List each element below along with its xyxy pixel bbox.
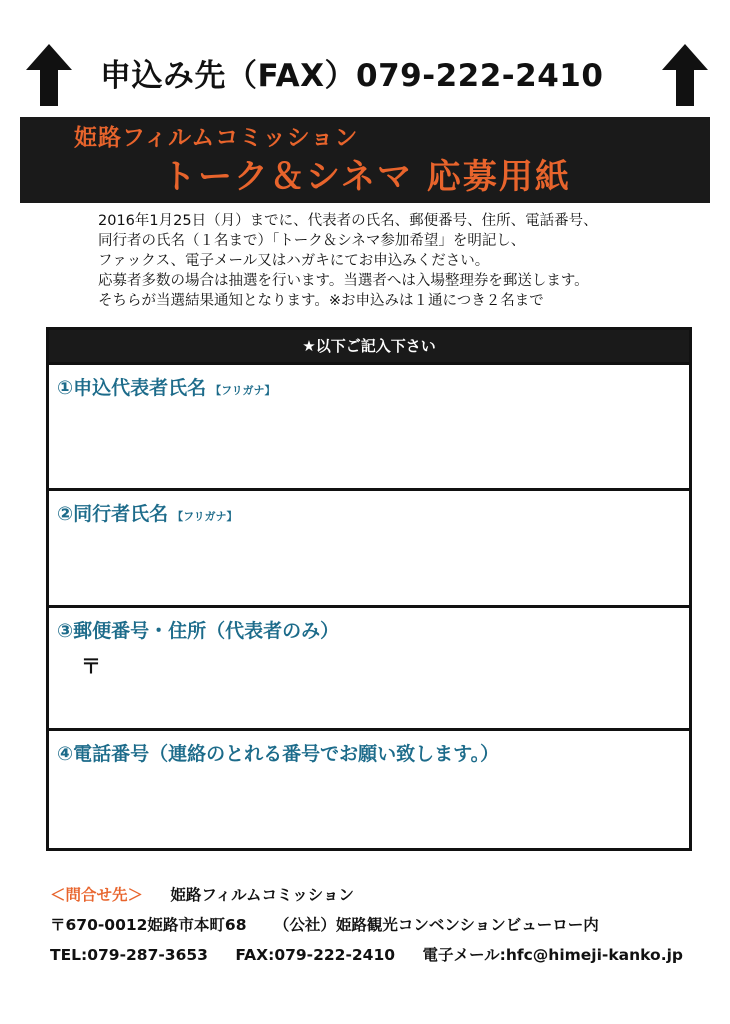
- contact-email[interactable]: 電子メール:hfc@himeji-kanko.jp: [422, 946, 684, 964]
- instruction-line: 同行者の氏名（１名まで）「トーク＆シネマ参加希望」を明記し、: [98, 233, 526, 249]
- field-label: ②同行者氏名: [57, 503, 169, 525]
- contact-info: [50, 880, 710, 970]
- postal-mark: 〒: [81, 654, 101, 678]
- instruction-line: ファックス、電子メール又はハガキにてお申込みください。: [98, 253, 490, 269]
- contact-organization: 姫路フィルムコミッション: [170, 886, 354, 904]
- contact-label: ＜問合せ先＞: [50, 886, 144, 904]
- furigana-note: 【フリガナ】: [210, 384, 276, 397]
- form-header: ★以下ご記入下さい: [49, 330, 689, 362]
- up-arrow-icon: [26, 44, 72, 106]
- instruction-line: そちらが当選結果通知となります。※お申込みは１通につき２名まで: [98, 293, 544, 309]
- instruction-line: 2016年1月25日（月）までに、代表者の氏名、郵便番号、住所、電話番号、: [98, 213, 598, 229]
- phone-number-field[interactable]: [49, 728, 689, 848]
- field-label: ③郵便番号・住所（代表者のみ）: [57, 620, 340, 642]
- up-arrow-icon: [662, 44, 708, 106]
- companion-name-field[interactable]: [49, 488, 689, 605]
- application-form: [46, 327, 692, 851]
- furigana-note: 【フリガナ】: [172, 510, 238, 523]
- field-label: ①申込代表者氏名: [57, 377, 207, 399]
- contact-fax: FAX:079-222-2410: [235, 946, 396, 964]
- page-title: トーク＆シネマ 応募用紙: [162, 157, 571, 197]
- instruction-line: 応募者多数の場合は抽選を行います。当選者へは入場整理券を郵送します。: [98, 273, 589, 289]
- contact-tel: TEL:079-287-3653: [50, 946, 208, 964]
- contact-bureau: （公社）姫路観光コンベンションビューロー内: [273, 916, 599, 934]
- contact-address: 〒670-0012姫路市本町68: [50, 916, 247, 934]
- organization-name: 姫路フィルムコミッション: [74, 125, 359, 151]
- postal-address-field[interactable]: [49, 605, 689, 728]
- instructions: [98, 211, 698, 311]
- fax-destination: 申込み先（FAX）079-222-2410: [100, 58, 604, 94]
- representative-name-field[interactable]: [49, 362, 689, 488]
- title-band: [20, 117, 710, 203]
- field-label: ④電話番号（連絡のとれる番号でお願い致します。）: [57, 743, 500, 765]
